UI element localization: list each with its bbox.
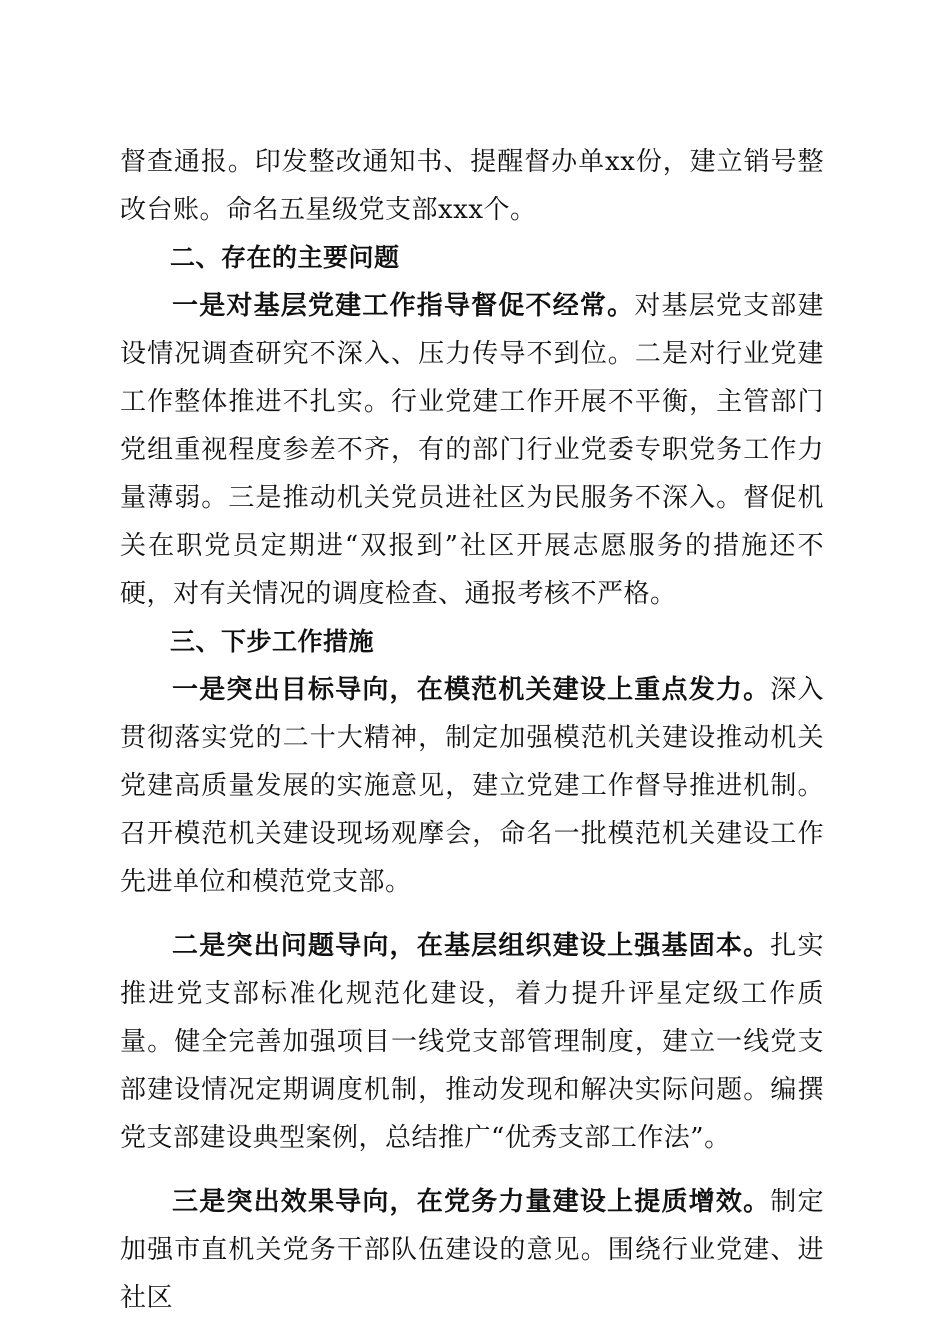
intro-text: 督查通报。印发整改通知书、提醒督办单xx份，建立销号整改台账。命名五星级党支部xxx个。: [120, 147, 824, 225]
measure-paragraph-1: [120, 666, 824, 906]
measure-lead-1: 一是突出目标导向，在模范机关建设上重点发力。: [172, 675, 771, 705]
measure-body-3: 制定加强市直机关党务干部队伍建设的意见。围绕行业党建、进社区: [120, 1187, 824, 1313]
measure-lead-3: 三是突出效果导向，在党务力量建设上提质增效。: [172, 1187, 771, 1217]
intro-paragraph: [120, 138, 824, 234]
problems-paragraph: [120, 282, 824, 618]
problems-body: 对基层党支部建设情况调查研究不深入、压力传导不到位。二是对行业党建工作整体推进不扎实。行业党建工作开展不平衡，主管部门党组重视程度参差不齐，有的部门行业党委专职党务工作力量薄弱。三是推动机关党员进社区为民服务不深入。督促机关在职党员定期进“双报到”社区开展志愿服务的措施还不硬，对有关情况的调度检查、通报考核不严格。: [120, 291, 824, 609]
measure-paragraph-3: [120, 1178, 824, 1322]
section-heading-measures: 三、下步工作措施: [170, 627, 375, 656]
measure-body-1: 深入贯彻落实党的二十大精神，制定加强模范机关建设推动机关党建高质量发展的实施意见，建立党建工作督导推进机制。召开模范机关建设现场观摩会，命名一批模范机关建设工作先进单位和模范党支部。: [120, 675, 824, 897]
measure-body-2: 扎实推进党支部标准化规范化建设，着力提升评星定级工作质量。健全完善加强项目一线党支部管理制度，建立一线党支部建设情况定期调度机制，推动发现和解决实际问题。编撰党支部建设典型案例，总结推广“优秀支部工作法”。: [120, 931, 824, 1153]
measure-paragraph-2: [120, 922, 824, 1162]
section-heading-problems: 二、存在的主要问题: [170, 243, 400, 272]
problems-lead: 一是对基层党建工作指导督促不经常。: [172, 291, 635, 321]
measure-lead-2: 二是突出问题导向，在基层组织建设上强基固本。: [172, 931, 771, 961]
document-body: [120, 138, 824, 1322]
